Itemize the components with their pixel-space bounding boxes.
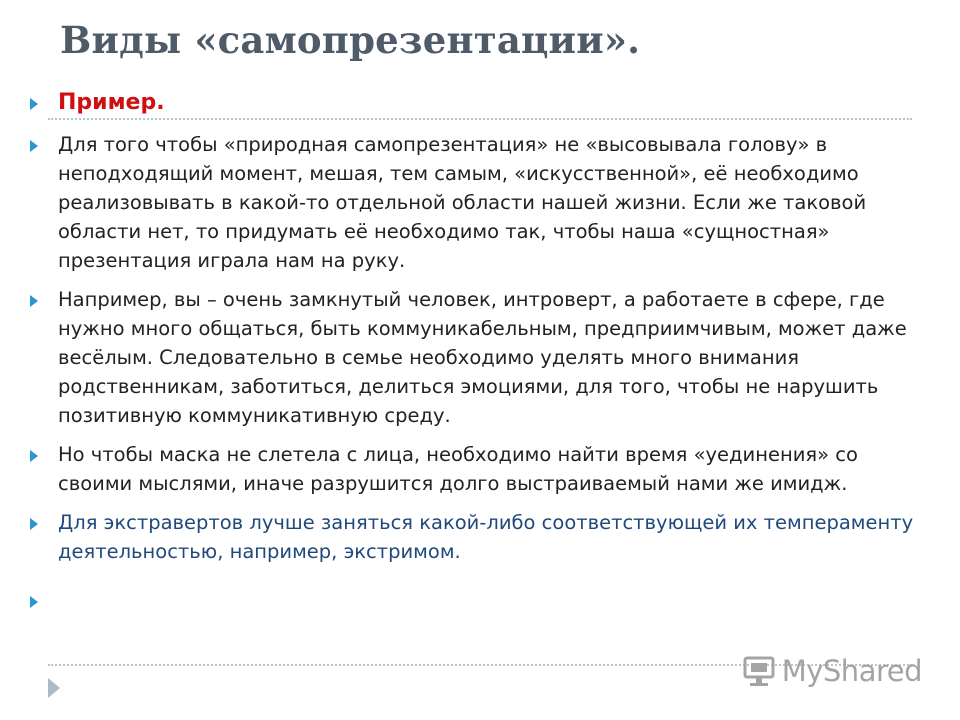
triangle-bullet-icon xyxy=(30,596,38,608)
bullet-text: Для того чтобы «природная самопрезентация» не «высовывала голову» в неподходящий момент, мешая, тем самым, «искусственной», её необходимо реализовывать в какой-то отдельной области нашей жизни. Если же таковой области нет, то придумать её необходимо так, чтобы наша «сущностная» презентация играла нам на руку. xyxy=(58,133,867,272)
slide-title: Виды «самопрезентации». xyxy=(60,18,641,62)
bullet-text: Например, вы – очень замкнутый человек, интроверт, а работаете в сфере, где нужно много общаться, быть коммуникабельным, предприимчивым, может даже весёлым. Следовательно в семье необходимо уделять много внимания родственникам, заботиться, делиться эмоциями, для того, чтобы не нарушить позитивную коммуникативную среду. xyxy=(58,288,907,427)
watermark-text: MyShared xyxy=(781,654,922,688)
triangle-bullet-icon xyxy=(30,98,38,110)
bullet-text: Пример. xyxy=(58,90,165,115)
monitor-icon xyxy=(742,654,776,688)
bullet-item-empty xyxy=(30,586,930,615)
triangle-bullet-icon xyxy=(30,450,38,462)
triangle-bullet-icon xyxy=(30,295,38,307)
triangle-bullet-icon xyxy=(30,140,38,152)
bullet-item xyxy=(30,440,930,498)
bullet-text: Но чтобы маска не слетела с лица, необходимо найти время «уединения» со своими мыслями, иначе разрушится долго выстраиваемый нами же имидж. xyxy=(58,443,858,495)
bullet-list xyxy=(30,88,930,615)
bullet-item xyxy=(30,130,930,275)
watermark-logo xyxy=(742,654,922,688)
bullet-text: Для экстравертов лучше заняться какой-либо соответствующей их темпераменту деятельностью, например, экстримом. xyxy=(58,511,914,563)
bullet-item xyxy=(30,508,930,566)
triangle-bullet-icon xyxy=(30,518,38,530)
bullet-item xyxy=(30,285,930,430)
corner-triangle-icon xyxy=(48,678,60,698)
bullet-item-example xyxy=(30,88,930,128)
